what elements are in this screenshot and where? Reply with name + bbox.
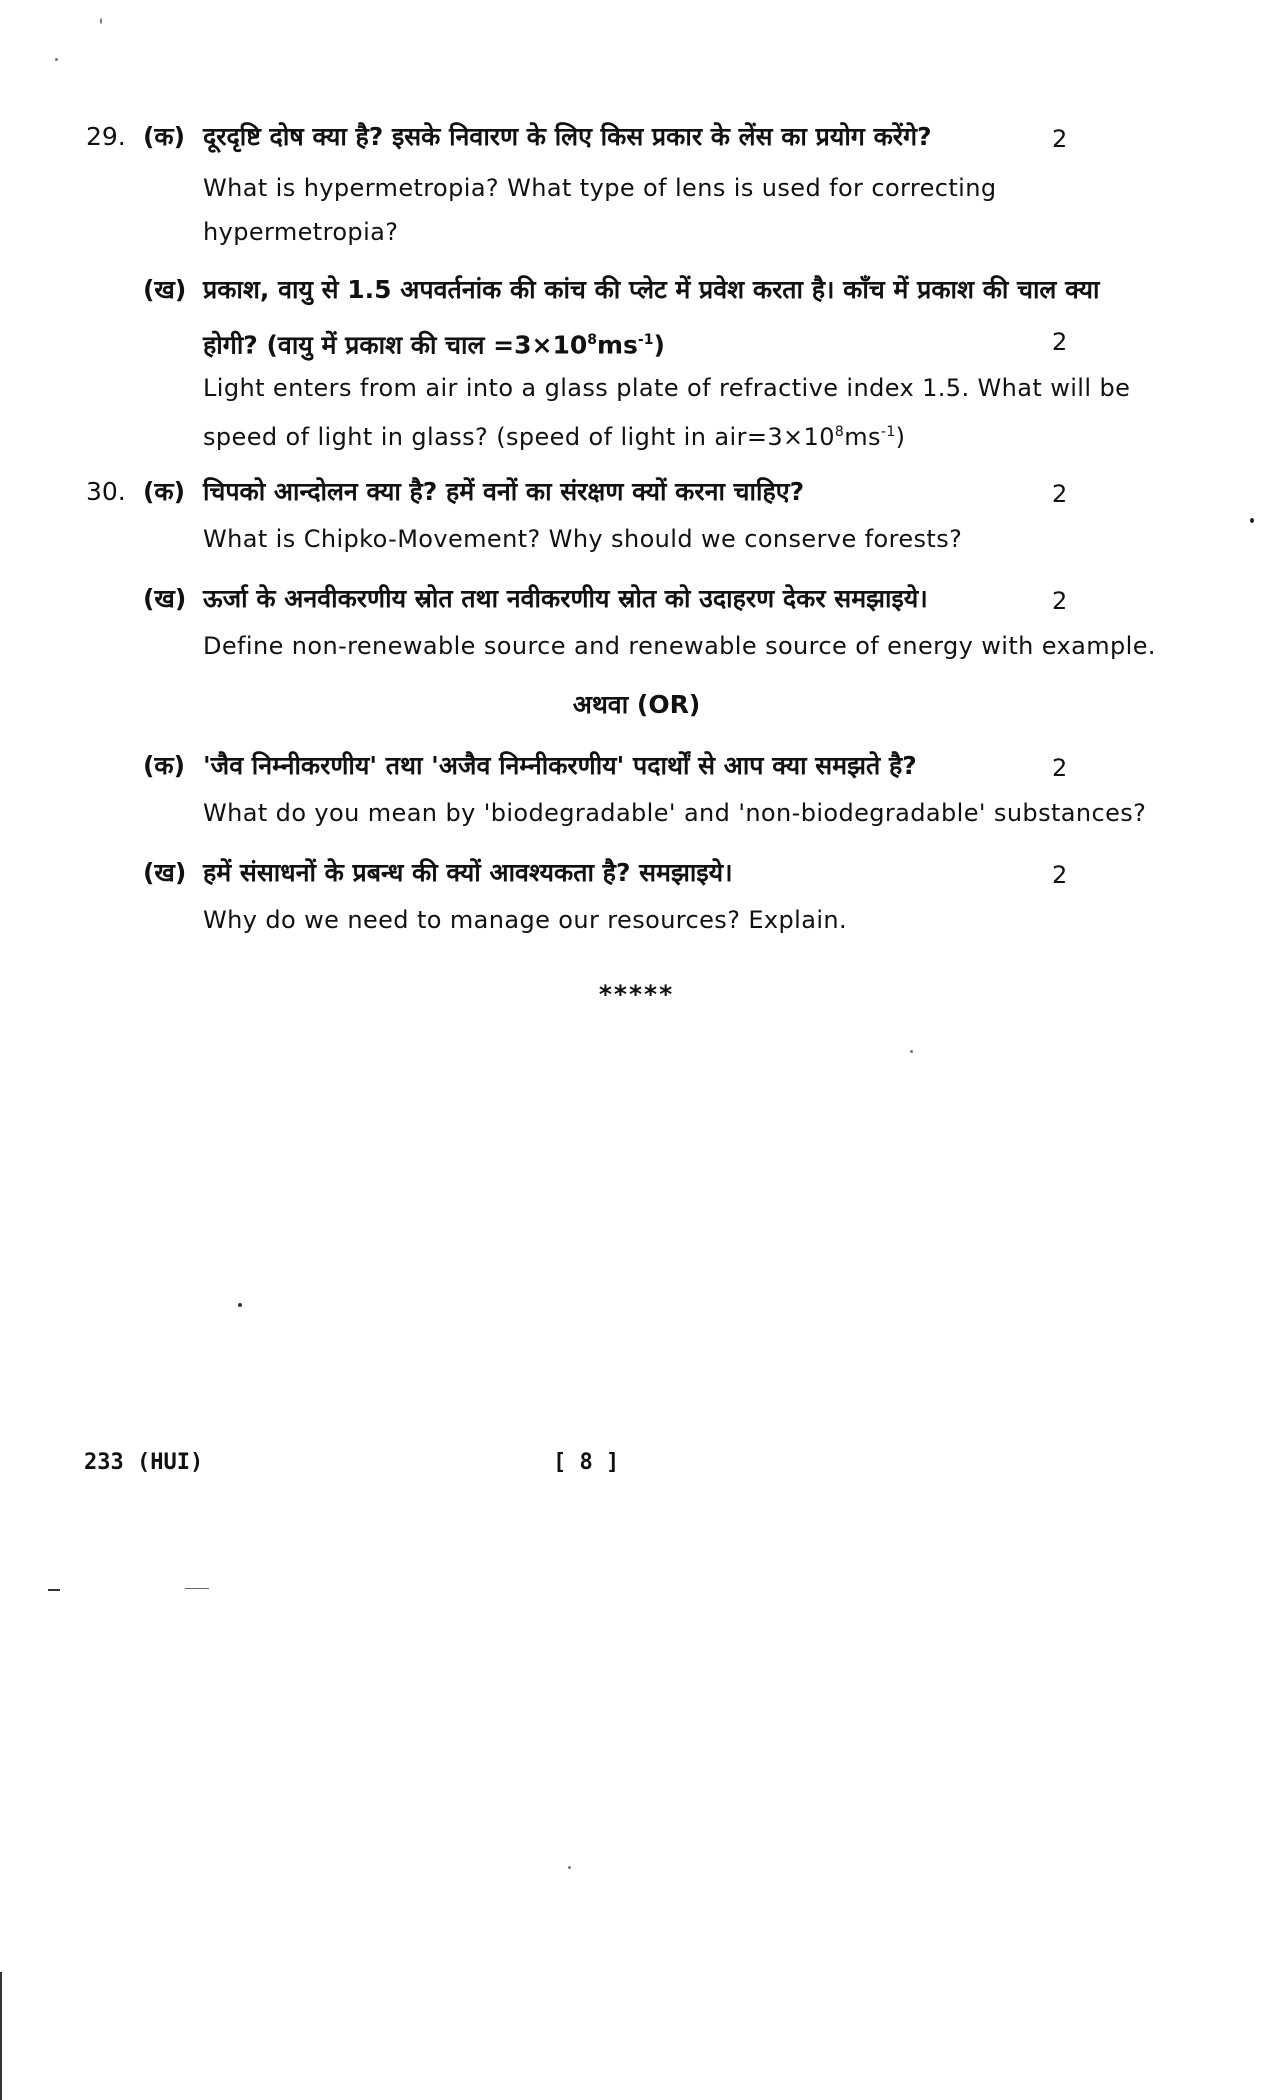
scan-speck <box>55 58 58 61</box>
question-30-alt-a-english: What do you mean by 'biodegradable' and 'non-biodegradable' substances? <box>203 799 1147 827</box>
scan-mark <box>185 1588 209 1589</box>
question-29a-english-line2: hypermetropia? <box>203 218 399 246</box>
question-29b-marks: 2 <box>1052 328 1068 356</box>
question-29a-english-line1: What is hypermetropia? What type of lens is used for correcting <box>203 174 997 202</box>
question-30b-hindi: ऊर्जा के अनवीकरणीय स्रोत तथा नवीकरणीय स्रोत को उदाहरण देकर समझाइये। <box>203 584 928 613</box>
question-30-alt-a-marks: 2 <box>1052 754 1068 782</box>
or-separator: अथवा (OR) <box>572 690 701 719</box>
question-30a-english: What is Chipko-Movement? Why should we conserve forests? <box>203 525 963 553</box>
footer-page-number: [ 8 ] <box>553 1450 620 1475</box>
question-29b-english-line2: speed of light in glass? (speed of light in $air=3\times 10^8ms^{-1}$) <box>203 423 906 451</box>
scan-mark <box>48 1589 60 1591</box>
question-30-alt-b-label: (ख) <box>143 858 187 887</box>
question-30-alt-a-hindi: 'जैव निम्नीकरणीय' तथा 'अजैव निम्नीकरणीय' पदार्थों से आप क्या समझते है? <box>203 751 917 780</box>
question-30-alt-b-hindi: हमें संसाधनों के प्रबन्ध की क्यों आवश्यकता है? समझाइये। <box>203 858 733 887</box>
question-30a-label: (क) <box>143 477 186 506</box>
question-30b-label: (ख) <box>143 584 187 613</box>
question-29b-english-line1: Light enters from air into a glass plate of refractive index 1.5. What will be <box>203 374 1131 402</box>
question-30-alt-a-label: (क) <box>143 751 186 780</box>
scan-edge-line <box>0 1972 2 2100</box>
question-29-number: 29. <box>86 122 126 151</box>
question-29a-marks: 2 <box>1052 125 1068 153</box>
question-30b-marks: 2 <box>1052 587 1068 615</box>
end-marker: ***** <box>598 980 675 1009</box>
scan-speck <box>238 1303 242 1307</box>
question-30a-hindi: चिपको आन्दोलन क्या है? हमें वनों का संरक्षण क्यों करना चाहिए? <box>203 477 805 506</box>
question-29b-hindi-line1: प्रकाश, वायु से 1.5 अपवर्तनांक की कांच की प्लेट में प्रवेश करता है। काँच में प्रकाश की चाल क्या <box>203 275 1100 304</box>
question-30b-english: Define non-renewable source and renewable source of energy with example. <box>203 632 1156 660</box>
question-29a-label: (क) <box>143 122 186 151</box>
scan-speck <box>910 1050 913 1053</box>
scan-speck <box>568 1866 571 1869</box>
question-30-alt-b-marks: 2 <box>1052 861 1068 889</box>
question-30-alt-b-english: Why do we need to manage our resources? Explain. <box>203 906 848 934</box>
question-29b-hindi-line2: होगी? (वायु में प्रकाश की चाल $=3\times 10^8ms^{-1}$) <box>203 330 665 360</box>
question-29a-hindi: दूरदृष्टि दोष क्या है? इसके निवारण के लिए किस प्रकार के लेंस का प्रयोग करेंगे? <box>203 122 932 151</box>
question-30-number: 30. <box>86 477 126 506</box>
question-29b-label: (ख) <box>143 275 187 304</box>
scan-speck <box>100 18 102 24</box>
footer-paper-code: 233 (HUI) <box>84 1450 204 1475</box>
scan-speck <box>1250 518 1254 523</box>
question-30a-marks: 2 <box>1052 480 1068 508</box>
